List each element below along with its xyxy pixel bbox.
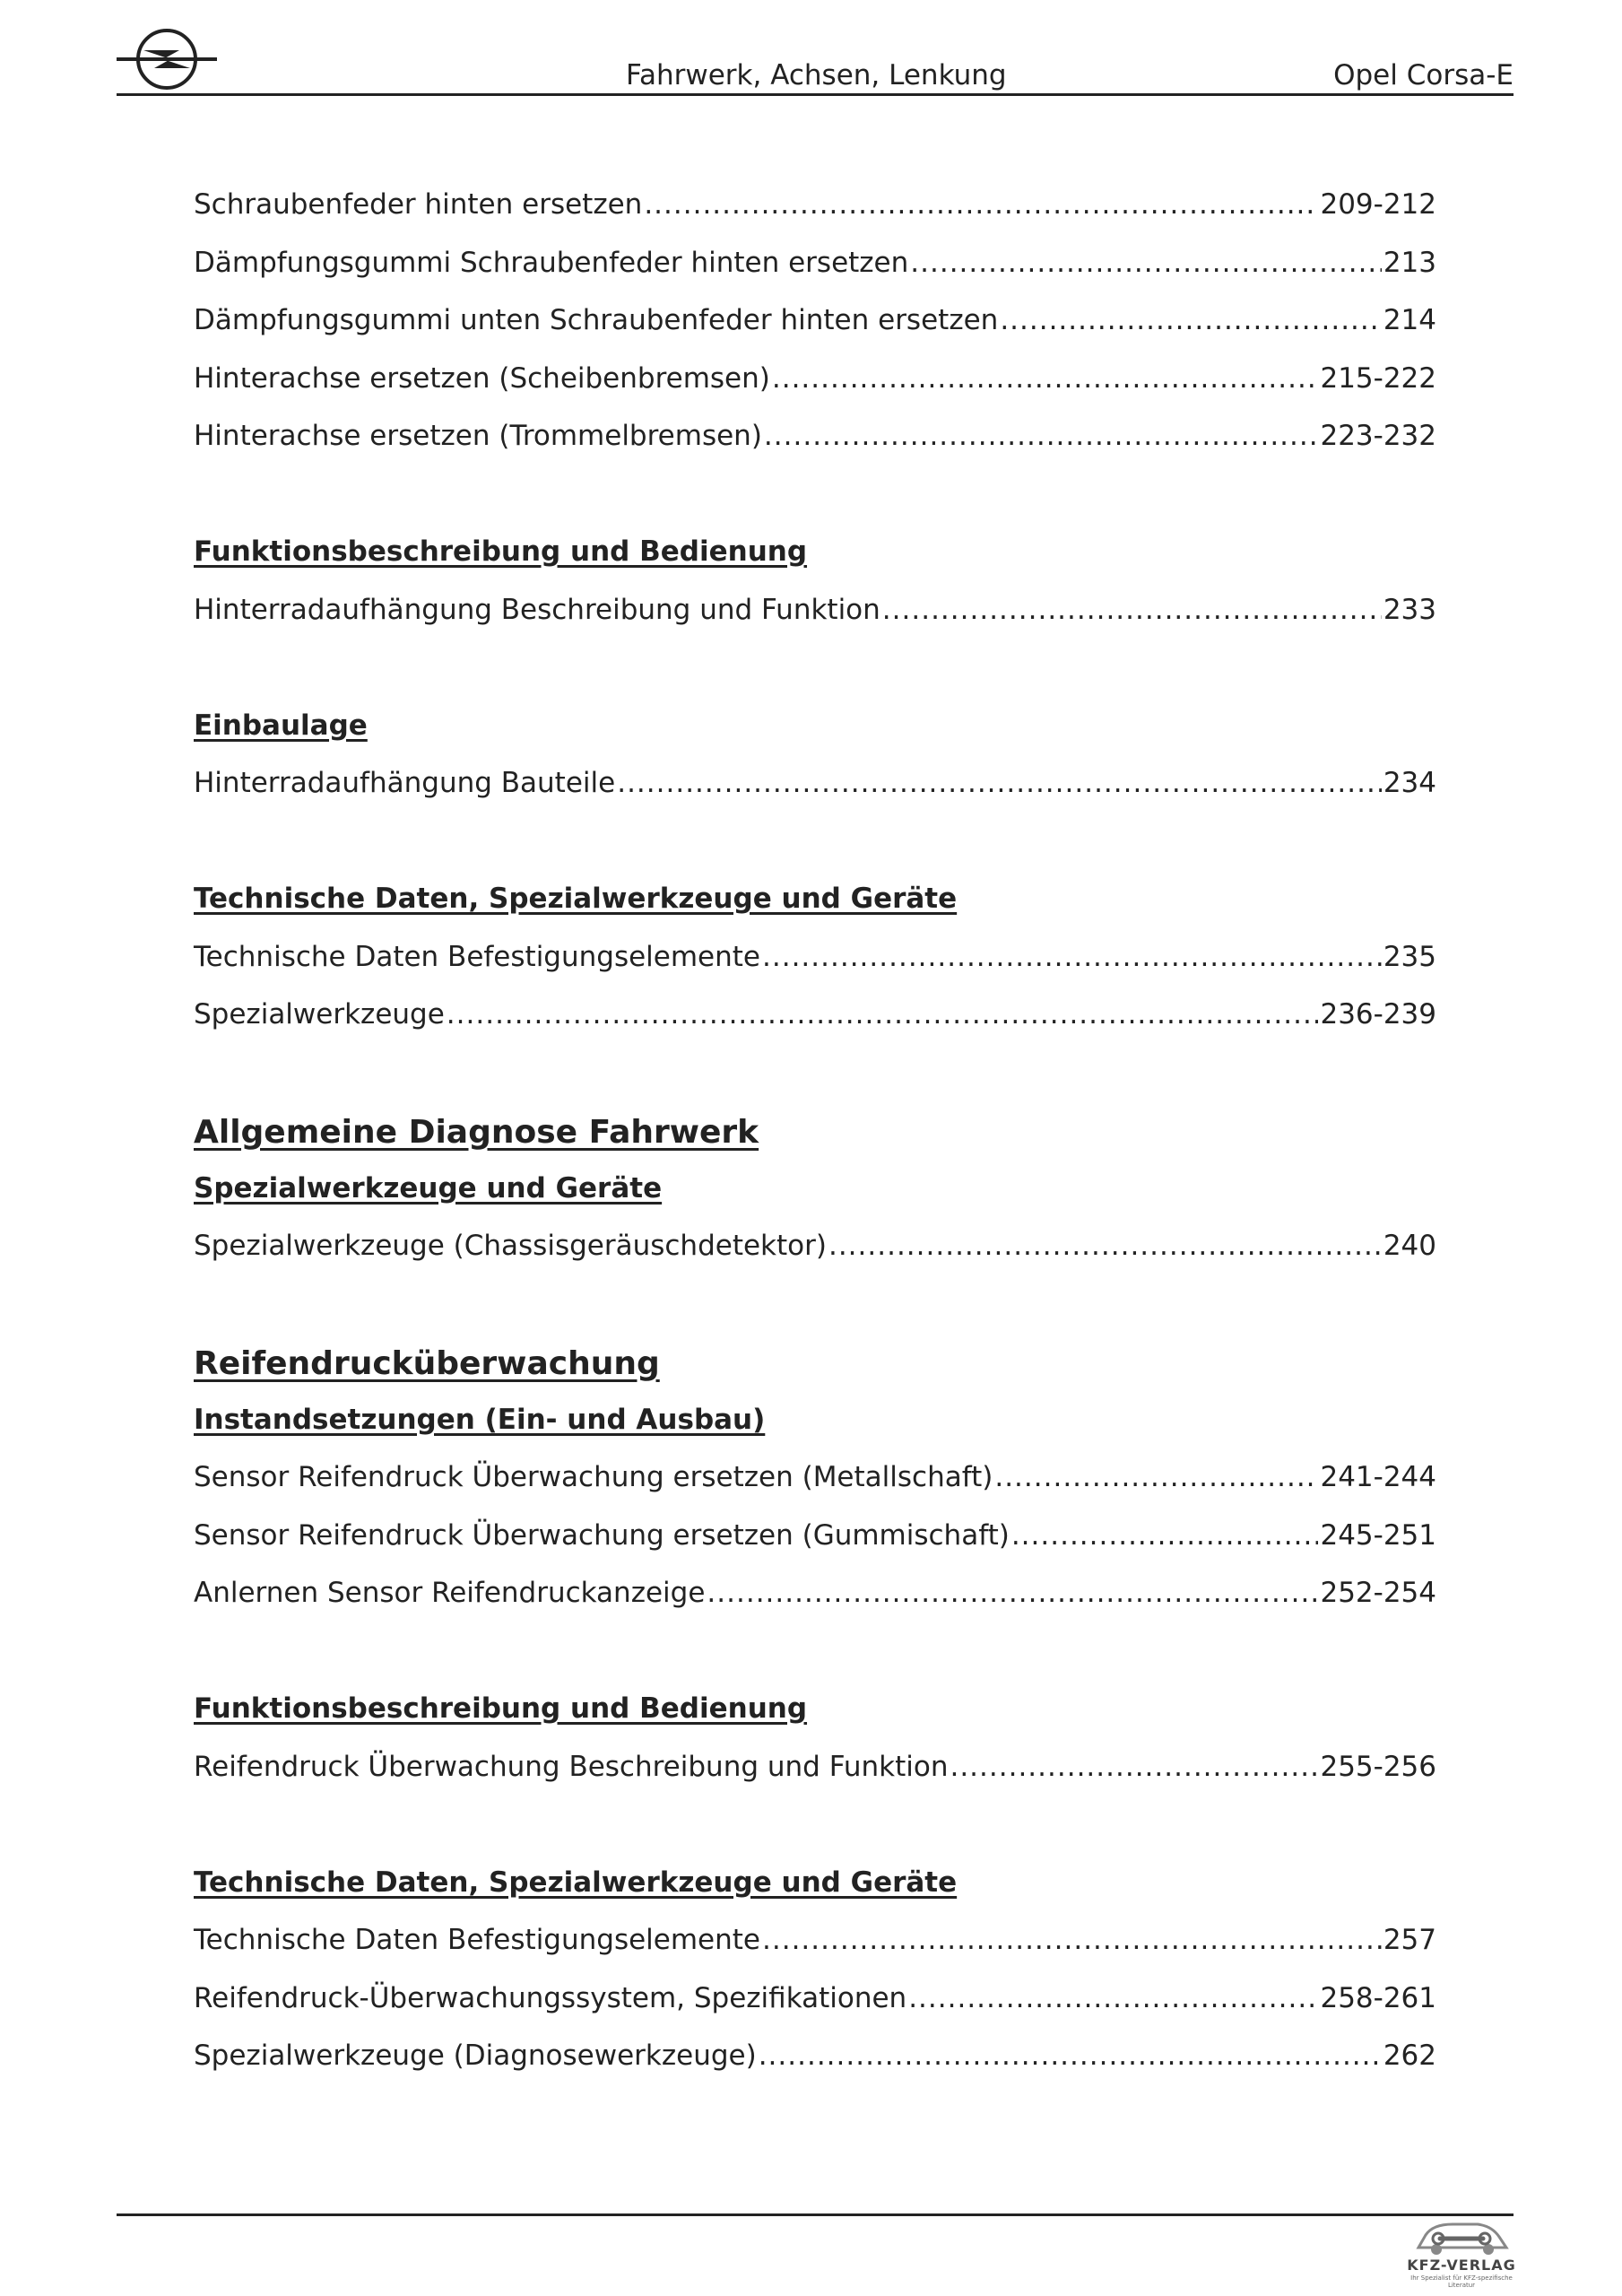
toc-leader-dots xyxy=(617,767,1382,799)
publisher-logo xyxy=(1406,2217,1517,2289)
toc-entry-title: Hinterradaufhängung Bauteile xyxy=(194,767,616,799)
toc-content xyxy=(194,188,1436,2098)
toc-entry-page: 240 xyxy=(1383,1230,1436,1262)
toc-entry[interactable] xyxy=(194,1924,1436,1982)
toc-entry-page: 223-232 xyxy=(1320,420,1436,452)
toc-entry-page: 215-222 xyxy=(1320,361,1436,395)
toc-entry-title: Anlernen Sensor Reifendruckanzeige xyxy=(194,1577,706,1609)
toc-entry-title: Hinterachse ersetzen (Scheibenbremsen) xyxy=(194,361,770,395)
toc-leader-dots xyxy=(762,941,1382,973)
toc-entry[interactable] xyxy=(194,1230,1436,1288)
toc-entry-page: 213 xyxy=(1383,246,1436,279)
toc-entry[interactable] xyxy=(194,304,1436,362)
toc-entry-title: Reifendruck-Überwachungssystem, Spezifikationen xyxy=(194,1981,907,2014)
toc-entry-page: 236-239 xyxy=(1320,998,1436,1031)
toc-entry[interactable] xyxy=(194,247,1436,305)
toc-entry-title: Sensor Reifendruck Überwachung ersetzen (Metallschaft) xyxy=(194,1461,993,1493)
toc-entry[interactable] xyxy=(194,767,1436,825)
toc-entry[interactable] xyxy=(194,594,1436,652)
toc-entry-title: Dämpfungsgummi unten Schraubenfeder hinten ersetzen xyxy=(194,304,999,336)
toc-leader-dots xyxy=(882,594,1382,626)
toc-entry-page: 245-251 xyxy=(1320,1518,1436,1552)
toc-entry[interactable] xyxy=(194,1461,1436,1519)
toc-leader-dots xyxy=(447,998,1319,1031)
toc-entry-page: 233 xyxy=(1383,593,1436,626)
toc-leader-dots xyxy=(828,1230,1382,1262)
publisher-tagline: Ihr Spezialist für KFZ-spezifische Literatur xyxy=(1410,2274,1513,2289)
spacer xyxy=(194,1288,1436,1346)
toc-entry-page: 252-254 xyxy=(1320,1577,1436,1609)
toc-leader-dots xyxy=(910,247,1382,279)
subheading-funktionsbeschreibung: Funktionsbeschreibung und Bedienung xyxy=(194,535,808,568)
subheading-funktionsbeschreibung: Funktionsbeschreibung und Bedienung xyxy=(194,1692,808,1725)
toc-entry-title: Hinterradaufhängung Beschreibung und Funktion xyxy=(194,593,880,626)
toc-leader-dots xyxy=(707,1577,1318,1609)
toc-entry[interactable] xyxy=(194,188,1436,247)
toc-entry-title: Hinterachse ersetzen (Trommelbremsen) xyxy=(194,420,762,452)
toc-entry-page: 258-261 xyxy=(1320,1981,1436,2014)
toc-leader-dots xyxy=(994,1461,1318,1493)
toc-entry-page: 234 xyxy=(1383,767,1436,799)
toc-entry[interactable] xyxy=(194,1577,1436,1635)
spacer xyxy=(194,651,1436,709)
subheading-technische-daten: Technische Daten, Spezialwerkzeuge und Geräte xyxy=(194,883,958,915)
toc-leader-dots xyxy=(1011,1519,1319,1552)
toc-entry[interactable] xyxy=(194,420,1436,478)
toc-entry-page: 209-212 xyxy=(1320,188,1436,221)
toc-leader-dots xyxy=(644,188,1318,221)
toc-leader-dots xyxy=(764,420,1319,452)
footer-divider xyxy=(117,2213,1514,2216)
toc-leader-dots xyxy=(759,2039,1382,2072)
toc-entry-page: 257 xyxy=(1383,1924,1436,1956)
toc-group xyxy=(194,188,1436,478)
spacer xyxy=(194,1635,1436,1693)
header-divider xyxy=(117,93,1514,96)
toc-entry-title: Reifendruck Überwachung Beschreibung und Funktion xyxy=(194,1750,949,1783)
toc-entry-title: Spezialwerkzeuge (Diagnosewerkzeuge) xyxy=(194,2039,757,2072)
spacer xyxy=(194,1057,1436,1115)
heading-reifendruckueberwachung: Reifendrucküberwachung xyxy=(194,1345,660,1382)
toc-entry-title: Sensor Reifendruck Überwachung ersetzen (Gummischaft) xyxy=(194,1518,1010,1552)
toc-entry-title: Schraubenfeder hinten ersetzen xyxy=(194,188,643,221)
toc-leader-dots xyxy=(908,1982,1318,2014)
toc-leader-dots xyxy=(762,1924,1382,1956)
subheading-technische-daten: Technische Daten, Spezialwerkzeuge und Geräte xyxy=(194,1866,958,1899)
spacer xyxy=(194,478,1436,536)
publisher-name: KFZ-VERLAG xyxy=(1407,2257,1516,2274)
toc-entry[interactable] xyxy=(194,1982,1436,2040)
opel-logo-icon xyxy=(117,25,217,93)
subheading-instandsetzungen: Instandsetzungen (Ein- und Ausbau) xyxy=(194,1403,766,1436)
toc-entry-page: 262 xyxy=(1383,2039,1436,2072)
toc-entry-page: 214 xyxy=(1383,304,1436,336)
toc-entry-title: Spezialwerkzeuge xyxy=(194,998,445,1031)
toc-entry[interactable] xyxy=(194,998,1436,1057)
toc-entry[interactable] xyxy=(194,1519,1436,1578)
toc-leader-dots xyxy=(950,1751,1318,1783)
page-header xyxy=(117,25,1514,97)
toc-leader-dots xyxy=(1000,304,1382,336)
subheading-einbaulage: Einbaulage xyxy=(194,709,368,742)
toc-entry[interactable] xyxy=(194,362,1436,421)
toc-entry-title: Dämpfungsgummi Schraubenfeder hinten ersetzen xyxy=(194,246,909,279)
toc-leader-dots xyxy=(772,362,1319,395)
toc-entry[interactable] xyxy=(194,1751,1436,1809)
header-vehicle-title: Opel Corsa-E xyxy=(1333,59,1514,91)
subheading-spezialwerkzeuge: Spezialwerkzeuge und Geräte xyxy=(194,1171,663,1205)
toc-entry-page: 241-244 xyxy=(1320,1461,1436,1493)
spacer xyxy=(194,825,1436,883)
toc-entry[interactable] xyxy=(194,941,1436,999)
toc-entry-title: Spezialwerkzeuge (Chassisgeräuschdetektor) xyxy=(194,1230,827,1262)
toc-entry-page: 235 xyxy=(1383,940,1436,973)
toc-entry-page: 255-256 xyxy=(1320,1750,1436,1783)
spacer xyxy=(194,1808,1436,1866)
toc-entry-title: Technische Daten Befestigungselemente xyxy=(194,940,761,973)
car-wrench-icon xyxy=(1406,2217,1517,2257)
toc-entry-title: Technische Daten Befestigungselemente xyxy=(194,1924,761,1956)
heading-allgemeine-diagnose: Allgemeine Diagnose Fahrwerk xyxy=(194,1114,759,1151)
toc-entry[interactable] xyxy=(194,2039,1436,2098)
header-section-title: Fahrwerk, Achsen, Lenkung xyxy=(626,59,1007,91)
